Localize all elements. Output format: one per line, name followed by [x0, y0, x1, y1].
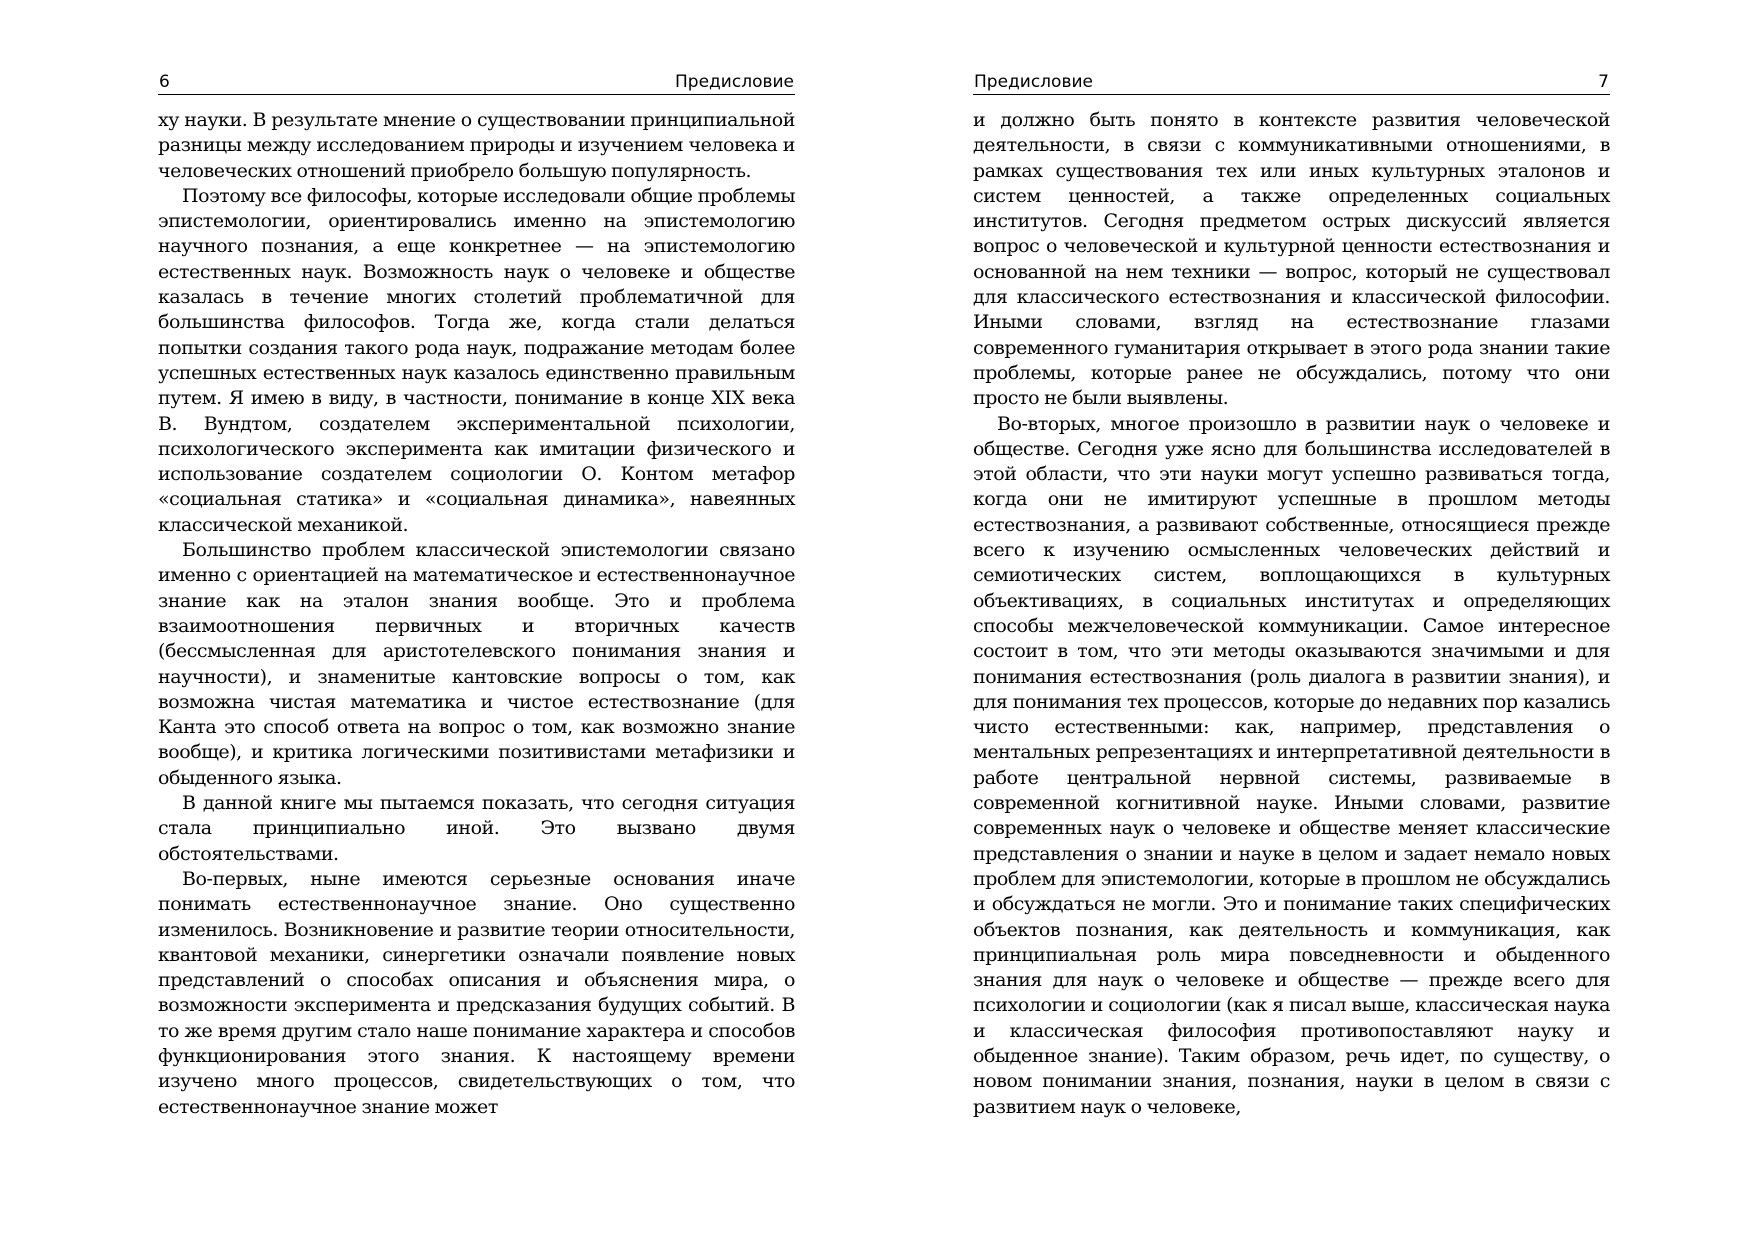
- right-page-number: 7: [1598, 72, 1609, 92]
- left-page-number: 6: [159, 72, 170, 92]
- left-page-body: [158, 108, 795, 1120]
- paragraph: ху науки. В результате мнение о существовании принципиальной разницы между исследованием природы и изучением человека и человеческих отношений приобрело большую популярность.: [158, 109, 795, 182]
- right-running-head: [973, 70, 1610, 95]
- right-running-title: Предисловие: [974, 72, 1093, 92]
- left-page: [158, 70, 795, 1120]
- right-page-body: [973, 108, 1610, 1120]
- paragraph: Поэтому все философы, которые исследовали общие проблемы эпистемологии, ориентировались именно на эпистемологию научного познания, а еще конкретнее — на эпистемологию естественных наук. Возможность наук о человеке и обществе казалась в течение многих столетий проблематичной для большинства философов. Тогда же, когда стали делаться попытки создания такого рода наук, подражание методам более успешных естественных наук казалось единственно правильным путем. Я имею в виду, в частности, понимание в конце XIX века В. Вундтом, создателем экспериментальной психологии, психологического эксперимента как имитации физического и использование создателем социологии О. Контом метафор «социальная статика» и «социальная динамика», навеянных классической механикой.: [158, 184, 795, 536]
- paragraph: Во-вторых, многое произошло в развитии наук о человеке и обществе. Сегодня уже ясно для большинства исследователей в этой области, что эти науки могут успешно развиваться тогда, когда они не имитируют успешные в прошлом методы естествознания, а развивают собственные, относящиеся прежде всего к изучению осмысленных человеческих действий и семиотических систем, воплощающихся в культурных объективациях, в социальных институтах и определяющих способы межчеловеческой коммуникации. Самое интересное состоит в том, что эти методы оказываются значимыми и для понимания естествознания (роль диалога в развитии знания), и для понимания тех процессов, которые до недавних пор казались чисто естественными: как, например, представления о ментальных репрезентациях и интерпретативной деятельности в работе центральной нервной системы, развиваемые в современной когнитивной науке. Иными словами, развитие современных наук о человеке и обществе меняет классические представления о знании и науке в целом и задает немало новых проблем для эпистемологии, которые в прошлом не обсуждались и обсуждаться не могли. Это и понимание таких специфических объектов познания, как деятельность и коммуникация, как принципиальная роль мира повседневности и обыденного знания для наук о человеке и обществе — прежде всего для психологии и социологии (как я писал выше, классическая наука и классическая философия противопоставляют науку и обыденное знание). Таким образом, речь идет, по существу, о новом понимании знания, познания, науки в целом в связи с развитием наук о человеке,: [973, 412, 1610, 1118]
- paragraph: Во-первых, ныне имеются серьезные основания иначе понимать естественнонаучное знание. Оно существенно изменилось. Возникновение и развитие теории относительности, квантовой механики, синергетики означали появление новых представлений о способах описания и объяснения мира, о возможности эксперимента и предсказания будущих событий. В то же время другим стало наше понимание характера и способов функционирования этого знания. К настоящему времени изучено много процессов, свидетельствующих о том, что естественнонаучное знание может: [158, 867, 795, 1118]
- paragraph: Большинство проблем классической эпистемологии связано именно с ориентацией на математическое и естественнонаучное знание как на эталон знания вообще. Это и проблема взаимоотношения первичных и вторичных качеств (бессмысленная для аристотелевского понимания знания и научности), и знаменитые кантовские вопросы о том, как возможна чистая математика и чистое естествознание (для Канта это способ ответа на вопрос о том, как возможно знание вообще), и критика логическими позитивистами метафизики и обыденного языка.: [158, 539, 795, 789]
- paragraph: и должно быть понято в контексте развития человеческой деятельности, в связи с коммуникативными отношениями, в рамках существования тех или иных культурных эталонов и систем ценностей, а также определенных социальных институтов. Сегодня предметом острых дискуссий является вопрос о человеческой и культурной ценности естествознания и основанной на нем техники — вопрос, который не существовал для классического естествознания и классической философии. Иными словами, взгляд на естествознание глазами современного гуманитария открывает в этого рода знании такие проблемы, которые ранее не обсуждались, потому что они просто не были выявлены.: [973, 109, 1610, 410]
- left-running-head: [158, 70, 795, 95]
- left-running-title: Предисловие: [675, 72, 794, 92]
- right-page: [973, 70, 1610, 1120]
- paragraph: В данной книге мы пытаемся показать, что сегодня ситуация стала принципиально иной. Это вызвано двумя обстоятельствами.: [158, 792, 795, 865]
